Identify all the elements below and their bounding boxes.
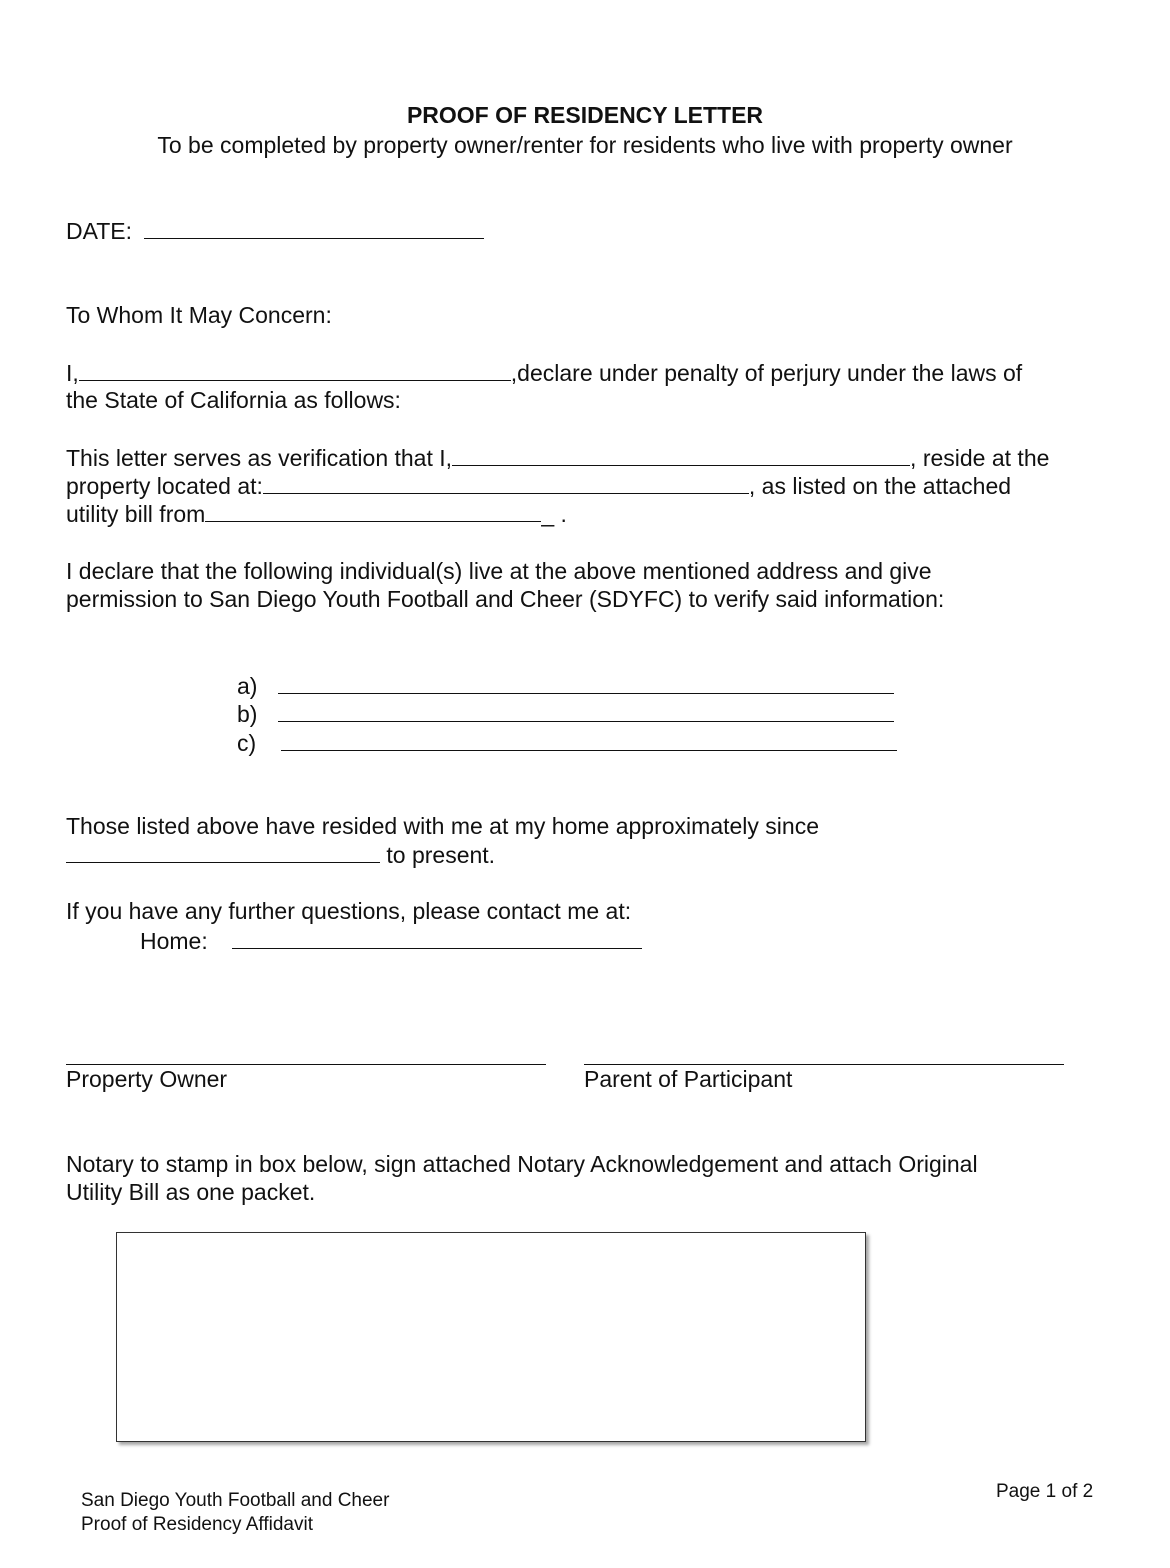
home-phone-field[interactable]	[232, 926, 642, 949]
date-field[interactable]	[144, 216, 484, 239]
footer-org: San Diego Youth Football and Cheer	[81, 1490, 390, 1511]
notary-stamp-box	[116, 1232, 866, 1442]
individual-c-field[interactable]	[281, 728, 897, 751]
verification-suffix-2: , as listed on the attached	[748, 473, 1012, 499]
property-address-field[interactable]	[263, 471, 749, 494]
verification-line-2	[66, 471, 1011, 500]
verification-prefix-2: property located at:	[66, 473, 263, 499]
declare-suffix: ,declare under penalty of perjury under the laws of	[510, 360, 1023, 386]
verification-line-1	[66, 443, 1049, 472]
verification-suffix-3: _ .	[541, 501, 567, 527]
list-item-label: a)	[237, 673, 258, 699]
resided-line-2	[66, 840, 495, 869]
individuals-line-1: I declare that the following individual(s) live at the above mentioned address and give	[66, 558, 932, 584]
parent-of-participant-label: Parent of Participant	[584, 1066, 793, 1092]
page-subtitle: To be completed by property owner/renter for residents who live with property owner	[157, 132, 1013, 158]
footer-doc-name: Proof of Residency Affidavit	[81, 1514, 313, 1535]
declare-line-1	[66, 358, 1022, 387]
date-row	[66, 216, 484, 245]
home-label: Home:	[140, 928, 208, 954]
page-number: Page 1 of 2	[996, 1481, 1094, 1502]
list-item-label: b)	[237, 701, 258, 727]
contact-line: If you have any further questions, please contact me at:	[66, 898, 632, 924]
individual-a-field[interactable]	[278, 671, 894, 694]
resided-suffix: to present.	[386, 842, 496, 868]
utility-bill-from-field[interactable]	[205, 499, 541, 522]
verification-suffix-1: , reside at the	[910, 445, 1050, 471]
notary-line-2: Utility Bill as one packet.	[66, 1179, 316, 1205]
salutation: To Whom It May Concern:	[66, 302, 332, 328]
declare-prefix: I,	[66, 360, 79, 386]
notary-line-1: Notary to stamp in box below, sign attached Notary Acknowledgement and attach Original	[66, 1151, 978, 1177]
individuals-line-2: permission to San Diego Youth Football and Cheer (SDYFC) to verify said information:	[66, 586, 945, 612]
list-item-c	[237, 728, 897, 757]
property-owner-label: Property Owner	[66, 1066, 228, 1092]
verification-line-3	[66, 499, 567, 528]
list-item-b	[237, 699, 894, 728]
individual-b-field[interactable]	[278, 699, 894, 722]
declare-line-2: the State of California as follows:	[66, 387, 401, 413]
resided-line-1: Those listed above have resided with me at my home approximately since	[66, 813, 819, 839]
date-label: DATE:	[66, 218, 133, 244]
list-item-a	[237, 671, 894, 700]
page-title: PROOF OF RESIDENCY LETTER	[406, 102, 764, 128]
verification-prefix-3: utility bill from	[66, 501, 206, 527]
list-item-label: c)	[237, 730, 257, 756]
home-row	[140, 926, 642, 955]
declarant-name-field[interactable]	[79, 358, 511, 381]
resided-since-field[interactable]	[66, 840, 380, 863]
verifier-name-field[interactable]	[452, 443, 910, 466]
verification-prefix-1: This letter serves as verification that I,	[66, 445, 453, 471]
